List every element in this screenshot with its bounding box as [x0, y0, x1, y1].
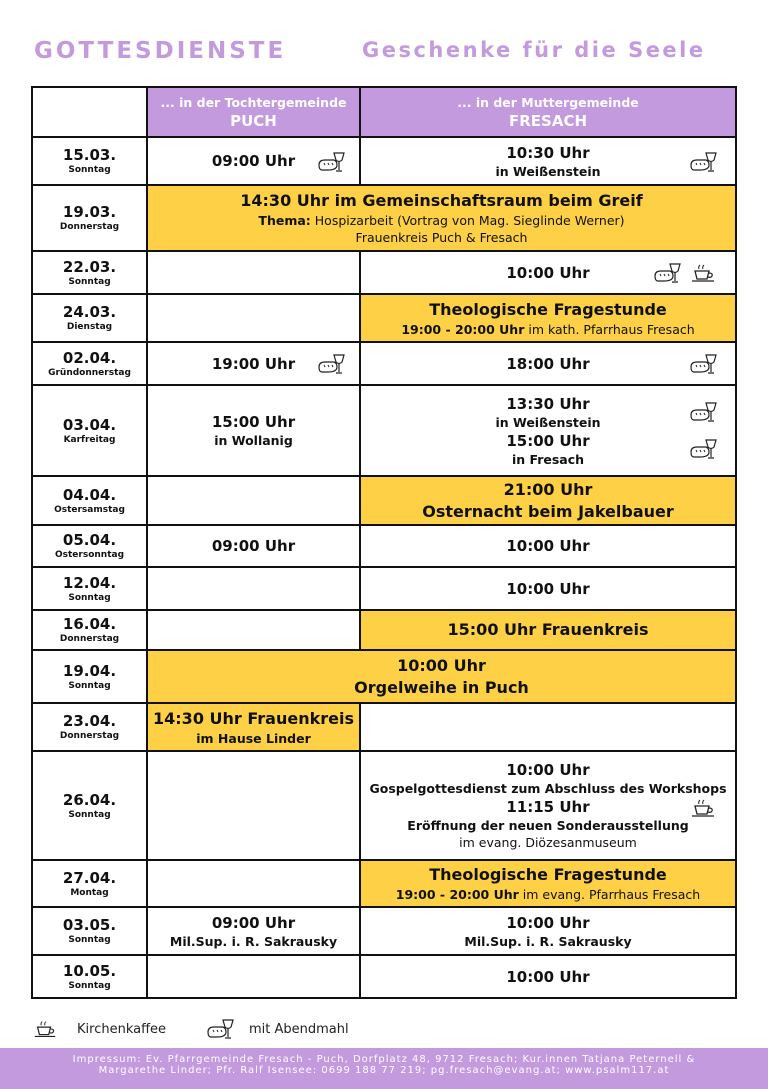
fresach-cell: 15:00 Uhr Frauenkreis	[360, 610, 736, 650]
date-cell: 04.04. Ostersamstag	[32, 476, 147, 525]
table-row	[32, 525, 736, 567]
puch-cell	[147, 567, 360, 610]
coffee-icon	[32, 1018, 58, 1040]
joint-event-cell: 10:00 Uhr Orgelweihe in Puch	[147, 650, 736, 703]
footer-line: Impressum: Ev. Pfarrgemeinde Fresach - Puch, Dorfplatz 48, 9712 Fresach; Kur.innen Tatjana Peternell &	[72, 1054, 696, 1065]
date-cell: 24.03. Dienstag	[32, 294, 147, 342]
date-cell: 27.04. Montag	[32, 860, 147, 907]
fresach-cell: 18:00 Uhr	[360, 342, 736, 385]
date-cell: 19.04. Sonntag	[32, 650, 147, 703]
date-cell: 12.04. Sonntag	[32, 567, 147, 610]
table-row	[32, 342, 736, 385]
coffee-icon	[689, 797, 717, 819]
puch-cell: 09:00 Uhr	[147, 525, 360, 567]
date-cell: 03.04. Karfreitag	[32, 385, 147, 476]
puch-cell: 19:00 Uhr	[147, 342, 360, 385]
fresach-cell: 10:30 Uhr in Weißenstein	[360, 137, 736, 185]
joint-event-cell: 14:30 Uhr im Gemeinschaftsraum beim Greif Thema: Hospizarbeit (Vortrag von Mag. Sieglinde Werner) Frauenkreis Puch & Fresach	[147, 185, 736, 251]
puch-cell: 09:00 Uhr	[147, 137, 360, 185]
date-cell: 19.03. Donnerstag	[32, 185, 147, 251]
service-schedule-table	[31, 86, 737, 999]
page-subtitle: Geschenke für die Seele	[362, 38, 706, 62]
communion-icon	[689, 353, 717, 375]
legend-communion-label: mit Abendmahl	[249, 1022, 349, 1037]
puch-cell: 09:00 Uhr Mil.Sup. i. R. Sakrausky	[147, 907, 360, 955]
puch-cell	[147, 610, 360, 650]
fresach-cell: 10:00 Uhr	[360, 955, 736, 998]
date-cell: 15.03. Sonntag	[32, 137, 147, 185]
date-cell: 23.04. Donnerstag	[32, 703, 147, 751]
fresach-cell: 10:00 Uhr Mil.Sup. i. R. Sakrausky	[360, 907, 736, 955]
fresach-cell: 10:00 Uhr Gospelgottesdienst zum Abschluss des Workshops 11:15 Uhr Eröffnung der neuen Sonderausstellung im evang. Diözesanmuseum	[360, 751, 736, 860]
coffee-icon	[689, 262, 717, 284]
communion-icon	[317, 353, 345, 375]
puch-cell	[147, 955, 360, 998]
table-row	[32, 610, 736, 650]
table-row	[32, 294, 736, 342]
table-row	[32, 137, 736, 185]
date-cell: 02.04. Gründonnerstag	[32, 342, 147, 385]
table-row	[32, 476, 736, 525]
communion-icon	[653, 262, 681, 284]
communion-icon	[689, 151, 717, 173]
date-cell: 05.04. Ostersonntag	[32, 525, 147, 567]
puch-cell	[147, 860, 360, 907]
puch-cell: 14:30 Uhr Frauenkreis im Hause Linder	[147, 703, 360, 751]
fresach-cell: Theologische Fragestunde 19:00 - 20:00 Uhr im evang. Pfarrhaus Fresach	[360, 860, 736, 907]
column-header-fresach: ... in der Muttergemeinde FRESACH	[360, 87, 736, 137]
table-row	[32, 650, 736, 703]
footer-line: Margarethe Linder; Pfr. Ralf Isensee: 0699 188 77 219; pg.fresach@evang.at; www.psalm117.at	[98, 1065, 670, 1076]
communion-icon	[317, 151, 345, 173]
fresach-cell: 10:00 Uhr	[360, 525, 736, 567]
legend-coffee-label: Kirchenkaffee	[77, 1022, 167, 1037]
header-empty-cell	[32, 87, 147, 137]
table-row	[32, 567, 736, 610]
table-row	[32, 251, 736, 294]
date-cell: 22.03. Sonntag	[32, 251, 147, 294]
puch-cell	[147, 476, 360, 525]
puch-cell	[147, 751, 360, 860]
puch-cell: 15:00 Uhr in Wollanig	[147, 385, 360, 476]
page-title: GOTTESDIENSTE	[34, 38, 287, 64]
date-cell: 03.05. Sonntag	[32, 907, 147, 955]
puch-cell	[147, 294, 360, 342]
table-row	[32, 955, 736, 998]
table-row	[32, 751, 736, 860]
communion-icon	[689, 401, 717, 423]
fresach-cell: 10:00 Uhr	[360, 567, 736, 610]
communion-icon	[206, 1018, 234, 1040]
fresach-cell: Theologische Fragestunde 19:00 - 20:00 Uhr im kath. Pfarrhaus Fresach	[360, 294, 736, 342]
fresach-cell: 10:00 Uhr	[360, 251, 736, 294]
table-row	[32, 907, 736, 955]
date-cell: 16.04. Donnerstag	[32, 610, 147, 650]
fresach-cell: 21:00 Uhr Osternacht beim Jakelbauer	[360, 476, 736, 525]
table-row	[32, 185, 736, 251]
fresach-cell	[360, 703, 736, 751]
date-cell: 26.04. Sonntag	[32, 751, 147, 860]
footer-imprint	[0, 1048, 768, 1089]
table-row	[32, 385, 736, 476]
communion-icon	[689, 438, 717, 460]
table-row	[32, 860, 736, 907]
date-cell: 10.05. Sonntag	[32, 955, 147, 998]
fresach-cell: 13:30 Uhr in Weißenstein 15:00 Uhr in Fresach	[360, 385, 736, 476]
column-header-puch: ... in der Tochtergemeinde PUCH	[147, 87, 360, 137]
puch-cell	[147, 251, 360, 294]
table-row	[32, 703, 736, 751]
